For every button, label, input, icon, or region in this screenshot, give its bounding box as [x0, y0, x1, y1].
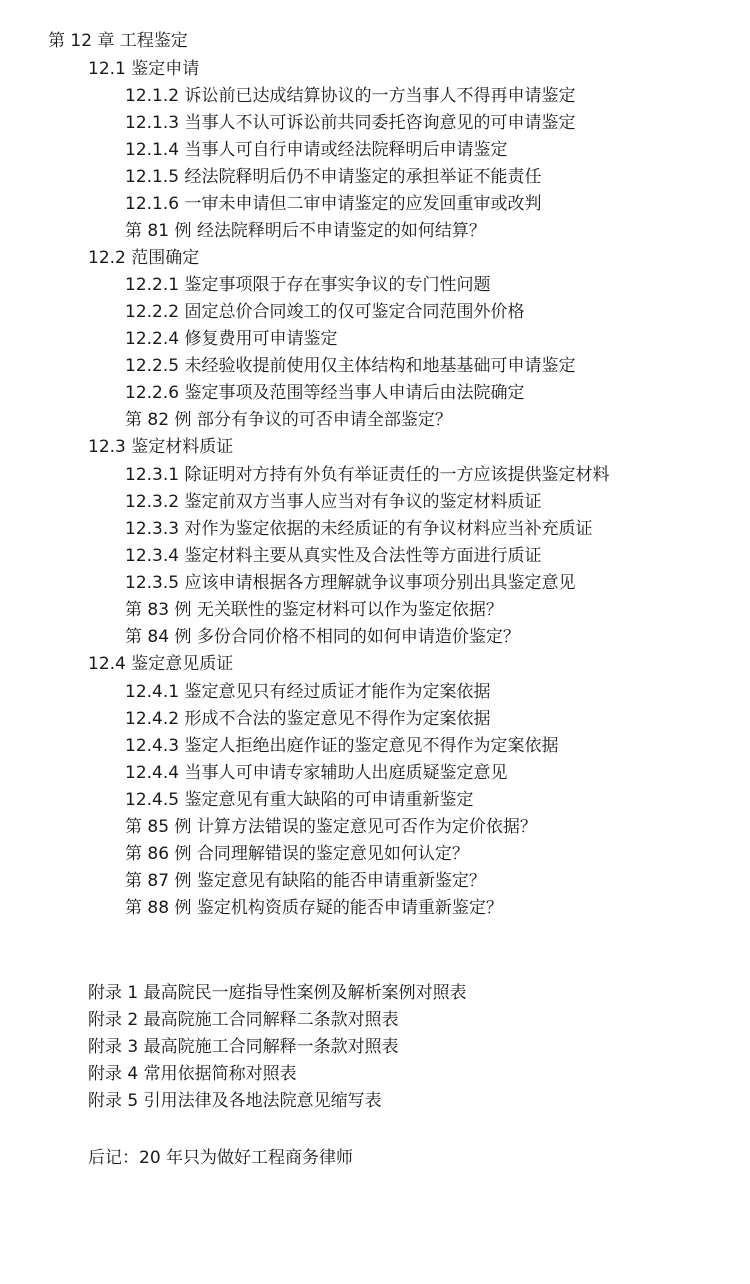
toc-entry: 12.2.4 修复费用可申请鉴定 [125, 329, 338, 349]
appendix-entry: 附录 2 最高院施工合同解释二条款对照表 [88, 1010, 399, 1030]
toc-entry: 12.3.1 除证明对方持有外负有举证责任的一方应该提供鉴定材料 [125, 465, 610, 485]
case-entry: 第 88 例 鉴定机构资质存疑的能否申请重新鉴定？ [125, 898, 503, 918]
case-entry: 第 87 例 鉴定意见有缺陷的能否申请重新鉴定？ [125, 871, 486, 891]
appendix-entry: 附录 1 最高院民一庭指导性案例及解析案例对照表 [88, 983, 467, 1003]
afterword-entry: 后记：20 年只为做好工程商务律师 [88, 1148, 354, 1168]
toc-entry: 12.1.6 一审未申请但二审申请鉴定的应发回重审或改判 [125, 194, 542, 214]
appendix-entry: 附录 5 引用法律及各地法院意见缩写表 [88, 1091, 382, 1111]
toc-entry: 12.4.1 鉴定意见只有经过质证才能作为定案依据 [125, 682, 491, 702]
toc-entry: 12.3.4 鉴定材料主要从真实性及合法性等方面进行质证 [125, 546, 542, 566]
toc-entry: 12.2.6 鉴定事项及范围等经当事人申请后由法院确定 [125, 383, 525, 403]
toc-entry: 12.1.4 当事人可自行申请或经法院释明后申请鉴定 [125, 140, 508, 160]
case-entry: 第 83 例 无关联性的鉴定材料可以作为鉴定依据？ [125, 600, 503, 620]
case-entry: 第 81 例 经法院释明后不申请鉴定的如何结算？ [125, 221, 486, 241]
toc-entry: 12.3.3 对作为鉴定依据的未经质证的有争议材料应当补充质证 [125, 519, 593, 539]
toc-entry: 12.4.4 当事人可申请专家辅助人出庭质疑鉴定意见 [125, 763, 508, 783]
case-entry: 第 84 例 多份合同价格不相同的如何申请造价鉴定？ [125, 627, 520, 647]
section-title: 12.2 范围确定 [88, 248, 200, 268]
toc-entry: 12.2.1 鉴定事项限于存在事实争议的专门性问题 [125, 275, 491, 295]
toc-entry: 12.3.5 应该申请根据各方理解就争议事项分别出具鉴定意见 [125, 573, 576, 593]
chapter-title: 第 12 章 工程鉴定 [48, 31, 188, 51]
section-title: 12.3 鉴定材料质证 [88, 437, 234, 457]
toc-entry: 12.2.5 未经验收提前使用仅主体结构和地基基础可申请鉴定 [125, 356, 576, 376]
case-entry: 第 85 例 计算方法错误的鉴定意见可否作为定价依据？ [125, 817, 537, 837]
appendix-entry: 附录 4 常用依据简称对照表 [88, 1064, 297, 1084]
toc-entry: 12.4.5 鉴定意见有重大缺陷的可申请重新鉴定 [125, 790, 474, 810]
case-entry: 第 86 例 合同理解错误的鉴定意见如何认定？ [125, 844, 469, 864]
appendix-entry: 附录 3 最高院施工合同解释一条款对照表 [88, 1037, 399, 1057]
section-title: 12.4 鉴定意见质证 [88, 654, 234, 674]
section-title: 12.1 鉴定申请 [88, 59, 200, 79]
toc-entry: 12.1.2 诉讼前已达成结算协议的一方当事人不得再申请鉴定 [125, 86, 576, 106]
case-entry: 第 82 例 部分有争议的可否申请全部鉴定？ [125, 410, 452, 430]
toc-entry: 12.1.3 当事人不认可诉讼前共同委托咨询意见的可申请鉴定 [125, 113, 576, 133]
toc-entry: 12.4.2 形成不合法的鉴定意见不得作为定案依据 [125, 709, 491, 729]
toc-entry: 12.2.2 固定总价合同竣工的仅可鉴定合同范围外价格 [125, 302, 525, 322]
toc-entry: 12.1.5 经法院释明后仍不申请鉴定的承担举证不能责任 [125, 167, 542, 187]
toc-entry: 12.4.3 鉴定人拒绝出庭作证的鉴定意见不得作为定案依据 [125, 736, 559, 756]
toc-entry: 12.3.2 鉴定前双方当事人应当对有争议的鉴定材料质证 [125, 492, 542, 512]
